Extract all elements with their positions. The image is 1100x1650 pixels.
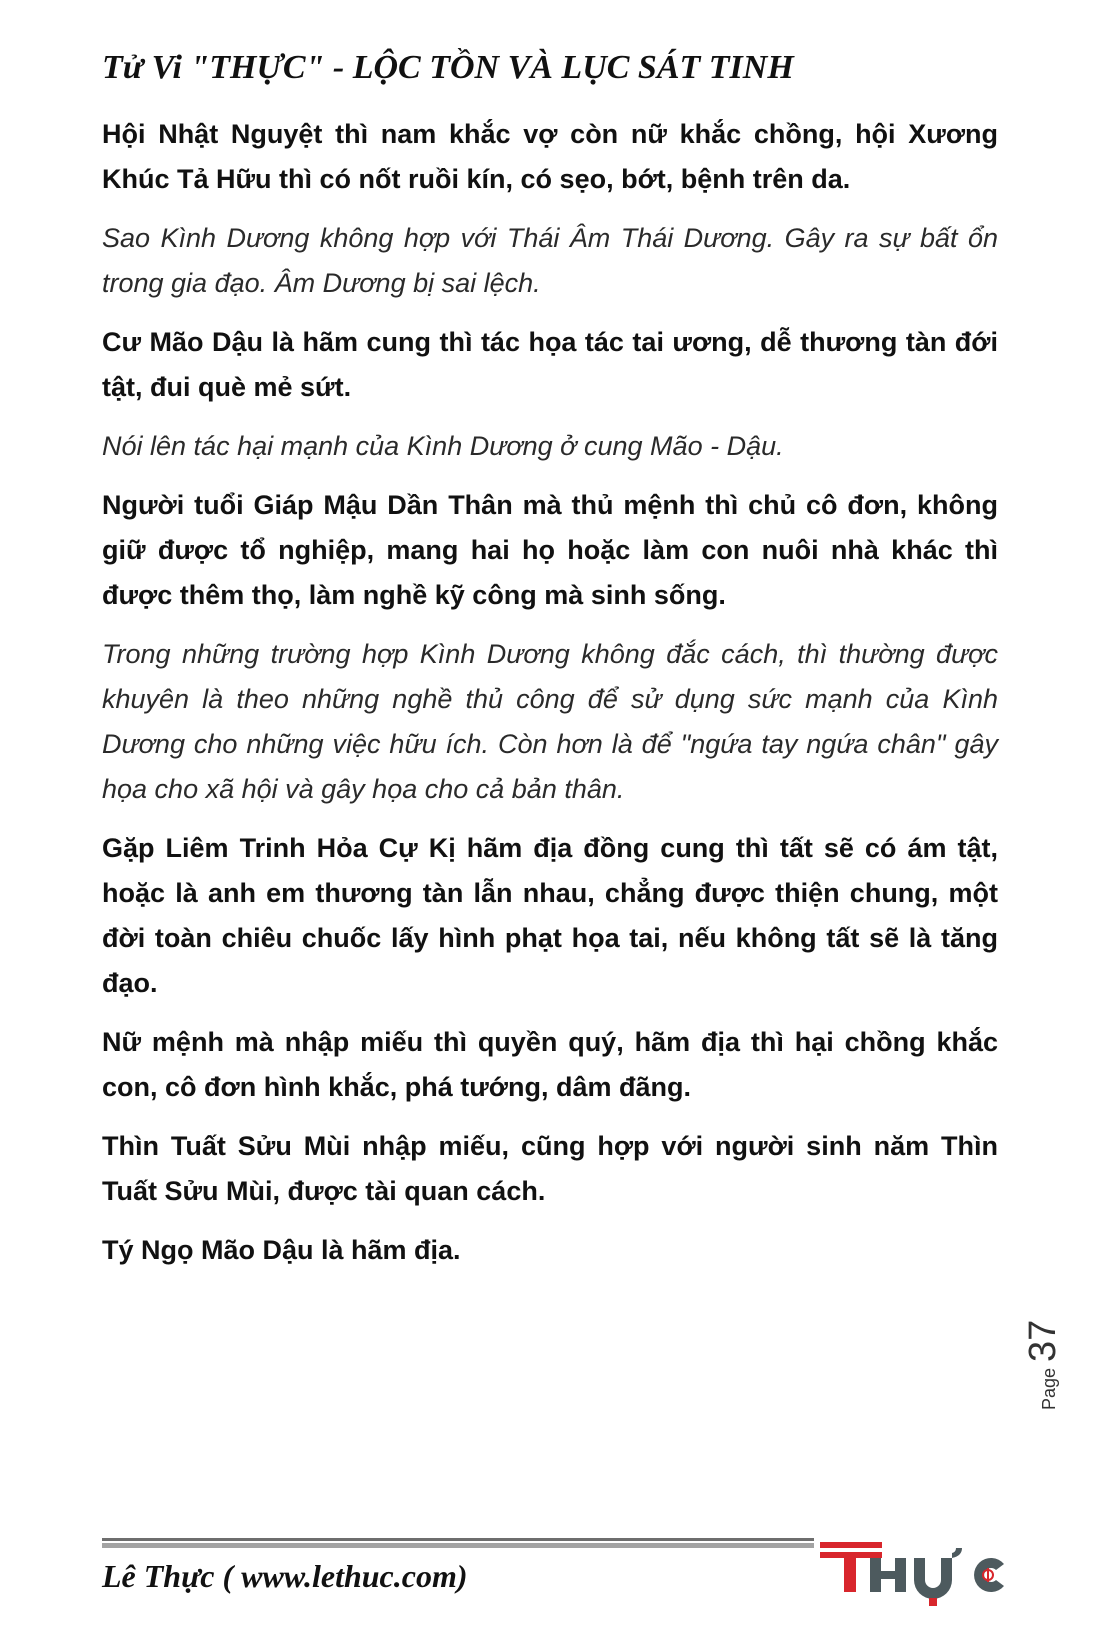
page-number-value: 37 <box>1022 1319 1064 1362</box>
thuc-logo-graphic <box>818 1528 1028 1610</box>
page-header-title: Tử Vi "THỰC" - LỘC TỒN VÀ LỤC SÁT TINH <box>102 49 794 86</box>
commentary-paragraph: Nói lên tác hại mạnh của Kình Dương ở cung Mão - Dậu. <box>102 431 784 461</box>
page-number <box>1022 1290 1082 1410</box>
footer-divider <box>102 1538 814 1548</box>
paragraph: Cư Mão Dậu là hãm cung thì tác họa tác tai ương, dễ thương tàn đới tật, đui què mẻ sứt. <box>102 327 998 402</box>
paragraph: Người tuổi Giáp Mậu Dần Thân mà thủ mệnh thì chủ cô đơn, không giữ được tổ nghiệp, mang hai họ hoặc làm con nuôi nhà khác thì được thêm thọ, làm nghề kỹ công mà sinh sống. <box>102 490 998 610</box>
paragraph: Nữ mệnh mà nhập miếu thì quyền quý, hãm địa thì hại chồng khắc con, cô đơn hình khắc, phá tướng, dâm đãng. <box>102 1027 998 1102</box>
commentary-paragraph: Sao Kình Dương không hợp với Thái Âm Thái Dương. Gây ra sự bất ổn trong gia đạo. Âm Dương bị sai lệch. <box>102 223 998 298</box>
thuc-logo <box>818 1528 1028 1610</box>
commentary-paragraph: Trong những trường hợp Kình Dương không đắc cách, thì thường được khuyên là theo những nghề thủ công để sử dụng sức mạnh của Kình Dương cho những việc hữu ích. Còn hơn là để "ngứa tay ngứa chân" gây họa cho xã hội và gây họa cho cả bản thân. <box>102 639 998 804</box>
paragraph: Hội Nhật Nguyệt thì nam khắc vợ còn nữ khắc chồng, hội Xương Khúc Tả Hữu thì có nốt ruồi kín, có sẹo, bớt, bệnh trên da. <box>102 119 998 194</box>
document-body <box>102 112 998 1287</box>
paragraph: Tý Ngọ Mão Dậu là hãm địa. <box>102 1235 461 1265</box>
page-label: Page <box>1039 1367 1059 1410</box>
paragraph: Gặp Liêm Trinh Hỏa Cự Kị hãm địa đồng cung thì tất sẽ có ám tật, hoặc là anh em thương tàn lẫn nhau, chẳng được thiện chung, một đời toàn chiêu chuốc lấy hình phạt họa tai, nếu không tất sẽ là tăng đạo. <box>102 833 998 998</box>
paragraph: Thìn Tuất Sửu Mùi nhập miếu, cũng hợp với người sinh năm Thìn Tuất Sửu Mùi, được tài quan cách. <box>102 1131 998 1206</box>
footer-author: Lê Thực ( www.lethuc.com) <box>102 1558 468 1594</box>
